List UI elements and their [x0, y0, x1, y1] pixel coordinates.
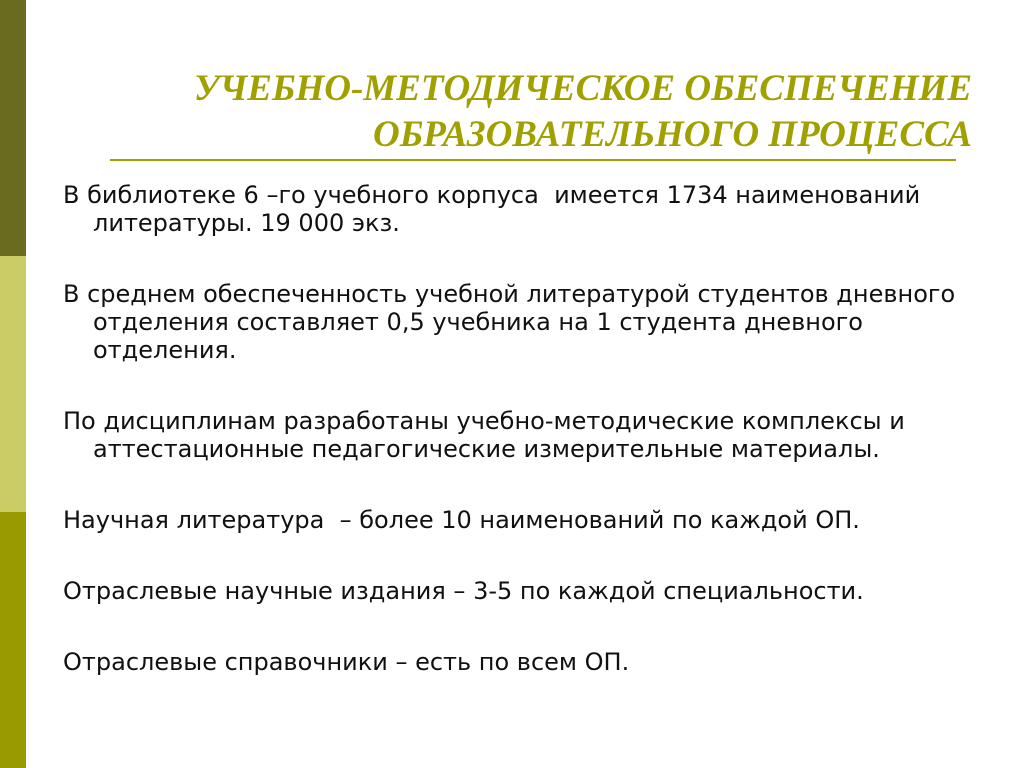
- bullet-text: Научная литература – более 10 наименований по каждой ОП.: [63, 506, 860, 534]
- bullet-item: [63, 407, 963, 463]
- side-band-bottom: [0, 512, 26, 768]
- slide-title: [72, 66, 972, 158]
- bullet-text: В библиотеке 6 –го учебного корпуса имеется 1734 наименований литературы. 19 000 экз.: [63, 181, 928, 237]
- bullet-list: [63, 181, 963, 676]
- bullet-item: [63, 506, 963, 534]
- slide-title-line-2: ОБРАЗОВАТЕЛЬНОГО ПРОЦЕССА: [373, 114, 972, 155]
- bullet-text: Отраслевые научные издания – 3-5 по каждой специальности.: [63, 577, 864, 605]
- slide-title-line-1: УЧЕБНО-МЕТОДИЧЕСКОЕ ОБЕСПЕЧЕНИЕ: [193, 68, 972, 109]
- bullet-text: Отраслевые справочники – есть по всем ОП.: [63, 648, 630, 676]
- bullet-text: По дисциплинам разработаны учебно-методические комплексы и аттестационные педагогические измерительные материалы.: [63, 407, 913, 463]
- title-underline: [110, 159, 956, 161]
- side-band-middle: [0, 256, 26, 512]
- bullet-item: [63, 181, 963, 237]
- bullet-item: [63, 280, 963, 364]
- bullet-item: [63, 577, 963, 605]
- bullet-text: В среднем обеспеченность учебной литературой студентов дневного отделения составляет 0,5 учебника на 1 студента дневного отделения.: [63, 280, 963, 364]
- side-band-top: [0, 0, 26, 256]
- bullet-item: [63, 648, 963, 676]
